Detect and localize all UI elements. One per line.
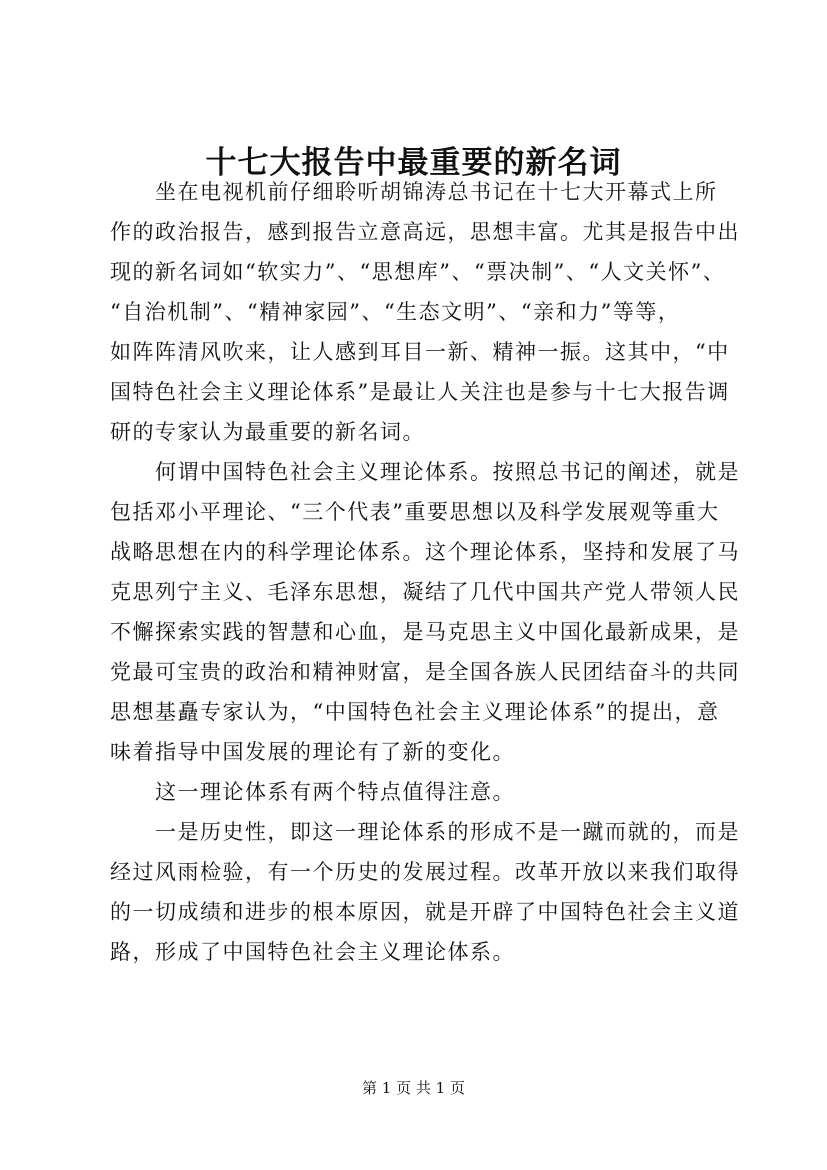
body-line: 味着指导中国发展的理论有了新的变化。 <box>110 740 515 764</box>
document-title: 十七大报告中最重要的新名词 <box>205 145 622 181</box>
body-line: 这一理论体系有两个特点值得注意。 <box>110 780 515 804</box>
body-line: 思想基矗专家认为，“中国特色社会主义理论体系”的提出，意 <box>110 700 720 724</box>
body-line: 的一切成绩和进步的根本原因，就是开辟了中国特色社会主义道 <box>110 900 740 924</box>
body-line: “自治机制”、“精神家园”、“生态文明”、“亲和力”等等， <box>110 300 681 324</box>
body-line: 坐在电视机前仔细聆听胡锦涛总书记在十七大开幕式上所 <box>110 180 718 204</box>
page-footer: 第 1 页 共 1 页 <box>362 1079 465 1097</box>
body-line: 一是历史性，即这一理论体系的形成不是一蹴而就的，而是 <box>110 820 740 844</box>
body-line: 如阵阵清风吹来，让人感到耳目一新、精神一振。这其中，“中 <box>110 340 730 364</box>
body-line: 作的政治报告，感到报告立意高远，思想丰富。尤其是报告中出 <box>110 220 740 244</box>
body-line: 研的专家认为最重要的新名词。 <box>110 420 425 444</box>
body-line: 何谓中国特色社会主义理论体系。按照总书记的阐述，就是 <box>110 460 740 484</box>
body-line: 战略思想在内的科学理论体系。这个理论体系，坚持和发展了马 <box>110 540 740 564</box>
body-line: 包括邓小平理论、“三个代表”重要思想以及科学发展观等重大 <box>110 500 720 524</box>
body-line: 国特色社会主义理论体系”是最让人关注也是参与十七大报告调 <box>110 380 730 404</box>
body-line: 现的新名词如“软实力”、“思想库”、“票决制”、“人文关怀”、 <box>110 260 726 284</box>
body-line: 经过风雨检验，有一个历史的发展过程。改革开放以来我们取得 <box>110 860 740 884</box>
body-line: 克思列宁主义、毛泽东思想，凝结了几代中国共产党人带领人民 <box>110 580 740 604</box>
body-line: 不懈探索实践的智慧和心血，是马克思主义中国化最新成果，是 <box>110 620 740 644</box>
body-line: 路，形成了中国特色社会主义理论体系。 <box>110 940 515 964</box>
body-line: 党最可宝贵的政治和精神财富，是全国各族人民团结奋斗的共同 <box>110 660 740 684</box>
